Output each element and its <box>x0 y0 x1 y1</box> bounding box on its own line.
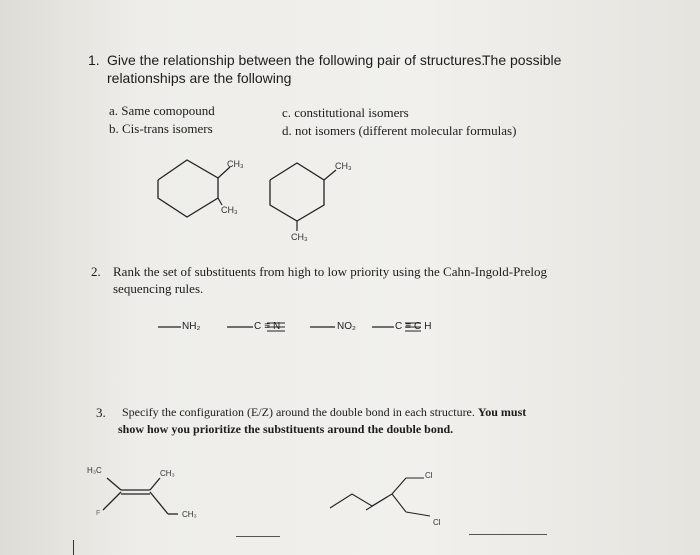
q1-prompt-line1-end: The possible <box>482 52 562 68</box>
q1-option-c: c. constitutional isomers <box>282 105 409 120</box>
answer-blank-1[interactable] <box>236 536 280 537</box>
left-ch3-top-label: CH₃ <box>227 159 244 169</box>
substituent-nh2: NH₂ <box>182 321 201 332</box>
q1-option-b: b. Cis-trans isomers <box>109 121 213 136</box>
margin-mark <box>73 540 74 555</box>
substituent-cyano: C≡N <box>254 321 284 332</box>
q2-prompt-line1: Rank the set of substituents from high to low priority using the Cahn-Ingold-Prelog <box>113 264 548 279</box>
q3-s1-f-label: F <box>96 510 101 517</box>
q3-s1-ch3-top-label: CH₃ <box>160 469 175 478</box>
substituent-no2: NO₂ <box>337 321 356 332</box>
q1-prompt-line1: Give the relationship between the following pair of structures. <box>107 52 486 68</box>
q2-prompt-line2: sequencing rules. <box>113 281 204 296</box>
q1-option-d: d. not isomers (different molecular formulas) <box>282 123 517 138</box>
right-ch3-top-label: CH₃ <box>335 161 352 171</box>
q3-s2-cl-bottom-label: Cl <box>433 518 441 527</box>
right-ch3-bottom-label: CH₃ <box>291 232 308 242</box>
q3-number: 3. <box>96 405 106 420</box>
q2-number: 2. <box>91 264 101 279</box>
q3-prompt-line1: Specify the configuration (E/Z) around the double bond in each structure. You must <box>122 405 527 419</box>
answer-blank-2[interactable] <box>469 534 547 535</box>
q1-number: 1. <box>88 52 100 68</box>
q3-s1-h3c-label: H₃C <box>87 466 102 475</box>
substituent-ethynyl: C≡CH <box>395 321 435 332</box>
q3-s2-cl-top-label: Cl <box>425 471 433 480</box>
q1-prompt-line2: relationships are the following <box>107 70 292 86</box>
q3-s1-ch3-bottom-label: CH₃ <box>182 510 197 519</box>
left-ch3-bottom-label: CH₃ <box>221 205 238 215</box>
q3-prompt-line2: show how you prioritize the substituents around the double bond. <box>118 422 454 436</box>
q1-option-a: a. Same comopound <box>109 103 215 118</box>
